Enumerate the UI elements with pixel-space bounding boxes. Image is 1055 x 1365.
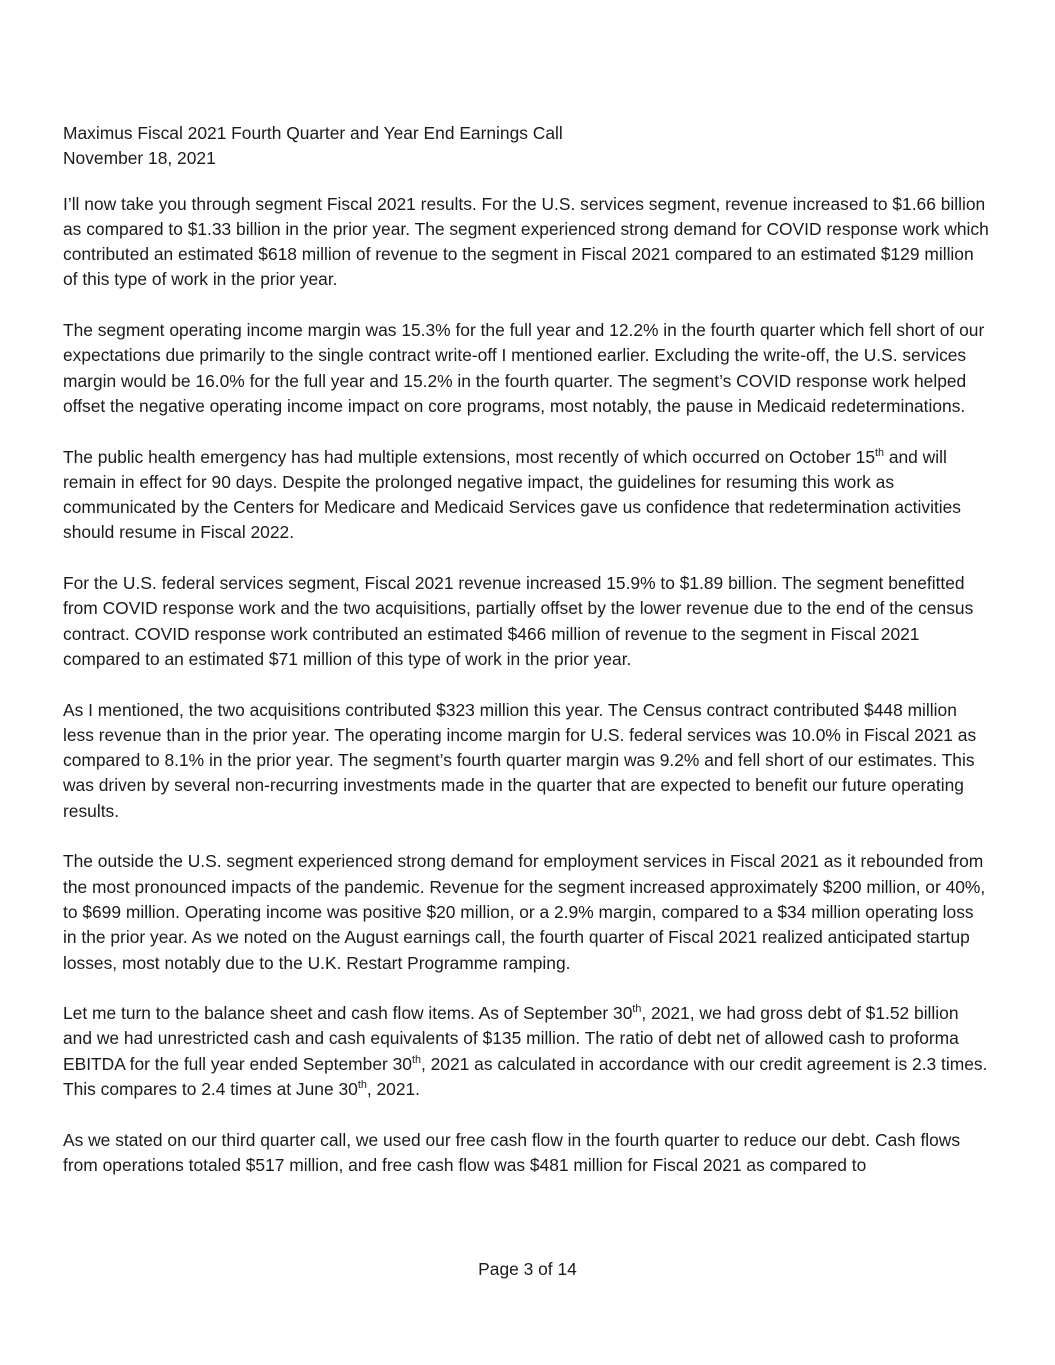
paragraph-6: The outside the U.S. segment experienced strong demand for employment services in Fiscal 2021 as it rebounded from the most pronounced impacts of the pandemic. Revenue for the segment increased approximately $200 million, or 40%, to $699 million. Operating income was positive $20 million, or a 2.9% margin, compared to a $34 million operating loss in the prior year. As we noted on the August earnings call, the fourth quarter of Fiscal 2021 realized anticipated startup losses, most notably due to the U.K. Restart Programme ramping. bbox=[63, 851, 986, 973]
paragraph-5: As I mentioned, the two acquisitions contributed $323 million this year. The Census contract contributed $448 million less revenue than in the prior year. The operating income margin for U.S. federal services was 10.0% in Fiscal 2021 as compared to 8.1% in the prior year. The segment’s fourth quarter margin was 9.2% and fell short of our estimates. This was driven by several non-recurring investments made in the quarter that are expected to benefit our future operating results. bbox=[63, 699, 977, 821]
superscript-ordinal: th bbox=[357, 1079, 367, 1092]
paragraph-4: For the U.S. federal services segment, Fiscal 2021 revenue increased 15.9% to $1.89 billion. The segment benefitted from COVID response work and the two acquisitions, partially offset by the lower revenue due to the end of the census contract. COVID response work contributed an estimated $466 million of revenue to the segment in Fiscal 2021 compared to an estimated $71 million of this type of work in the prior year. bbox=[63, 573, 974, 669]
paragraph-3: The public health emergency has had multiple extensions, most recently of which occurred on October 15th and will remain in effect for 90 days. Despite the prolonged negative impact, the guidelines for resuming this work as communicated by the Centers for Medicare and Medicaid Services gave us confidence that redetermination activities should resume in Fiscal 2022. bbox=[63, 446, 962, 543]
page-number: Page 3 of 14 bbox=[478, 1259, 577, 1279]
paragraph-7: Let me turn to the balance sheet and cash flow items. As of September 30th, 2021, we had gross debt of $1.52 billion and we had unrestricted cash and cash equivalents of $135 million. The ratio of debt net of allowed cash to proforma EBITDA for the full year ended September 30th, 2021 as calculated in accordance with our credit agreement is 2.3 times. This compares to 2.4 times at June 30th, 2021. bbox=[63, 1003, 988, 1099]
paragraph-1: I’ll now take you through segment Fiscal 2021 results. For the U.S. services segment, revenue increased to $1.66 billion as compared to $1.33 billion in the prior year. The segment experienced strong demand for COVID response work which contributed an estimated $618 million of revenue to the segment in Fiscal 2021 compared to an estimated $129 million of this type of work in the prior year. bbox=[63, 193, 989, 290]
document-title: Maximus Fiscal 2021 Fourth Quarter and Year End Earnings Call bbox=[63, 123, 563, 143]
superscript-ordinal: th bbox=[411, 1053, 421, 1066]
document-header bbox=[63, 121, 991, 172]
document-content bbox=[63, 121, 991, 1178]
superscript-ordinal: th bbox=[875, 446, 884, 459]
paragraph-8: As we stated on our third quarter call, we used our free cash flow in the fourth quarter to reduce our debt. Cash flows from operations totaled $517 million, and free cash flow was $481 million for Fiscal 2021 as compared to bbox=[63, 1129, 961, 1175]
superscript-ordinal: th bbox=[632, 1003, 642, 1016]
document-date: November 18, 2021 bbox=[63, 148, 216, 169]
paragraph-2: The segment operating income margin was 15.3% for the full year and 12.2% in the fourth quarter which fell short of our expectations due primarily to the single contract write-off I mentioned earlier. Excluding the write-off, the U.S. services margin would be 16.0% for the full year and 15.2% in the fourth quarter. The segment’s COVID response work helped offset the negative operating income impact on core programs, most notably, the pause in Medicaid redeterminations. bbox=[63, 320, 985, 416]
document-body bbox=[63, 192, 991, 1179]
